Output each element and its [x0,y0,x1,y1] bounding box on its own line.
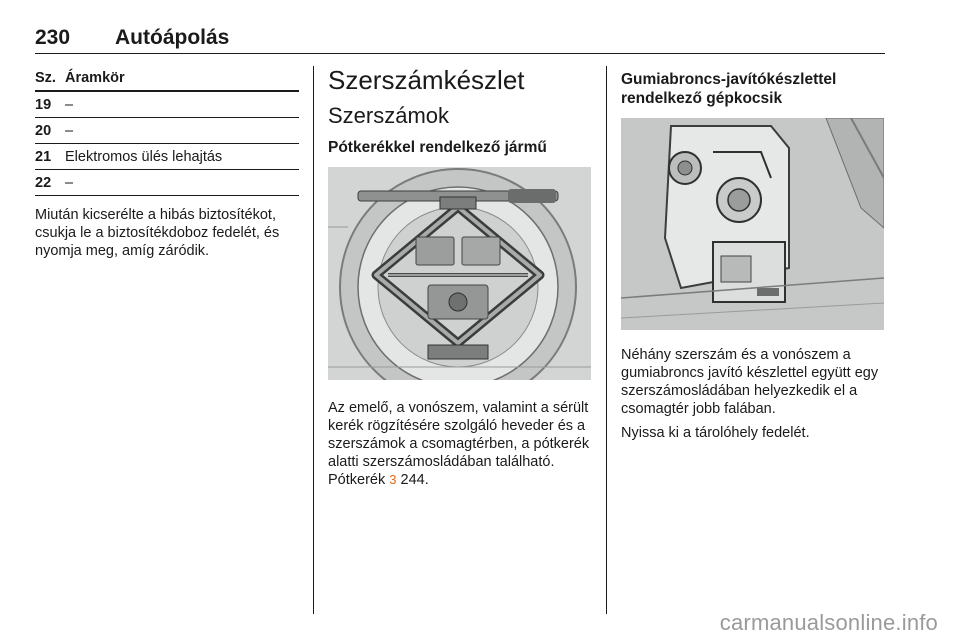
chapter-title: Autóápolás [115,26,230,49]
fuse-closing-paragraph: Miután kicserélte a hibás biztosítékot, csukja le a biztosítékdoboz fedelét, és nyomja meg, amíg záródik. [35,207,280,259]
column-divider [313,66,314,614]
page-reference-number: 244. [400,472,429,488]
col-header-number: Sz. [35,70,56,86]
fuse-circuit: – [65,122,74,139]
fuse-number: 22 [35,174,52,191]
section-title: Szerszámkészlet [328,65,525,95]
spare-wheel-text: Az emelő, a vonószem, valamint a sérült kerék rögzítésére szolgáló heveder és a szerszámok a csomagtérben, a pótkerék alatti szerszámosládában található. [328,400,590,470]
watermark: carmanualsonline.info [719,610,938,635]
repair-kit-heading: Gumiabroncs-javítókészlettel rendelkező gépkocsik [621,71,837,107]
fuse-circuit: – [65,96,74,113]
fuse-table-header [35,66,299,92]
table-row [35,92,299,118]
jack-toolkit-illustration [328,167,591,380]
open-cover-instruction: Nyissa ki a tárolóhely fedelét. [621,425,810,441]
page-number: 230 [35,26,71,49]
col-header-circuit: Áramkör [65,70,125,86]
column-right [621,66,887,442]
fuse-number: 20 [35,122,52,139]
spare-wheel-paragraph [328,399,593,489]
column-middle [328,66,593,489]
column-divider [606,66,607,614]
page-reference-arrow: 3 [389,472,397,487]
column-left [35,66,301,260]
trunk-storage-illustration [621,118,884,330]
fuse-circuit: – [65,174,74,191]
table-row [35,144,299,170]
section-subtitle: Szerszámok [328,103,450,128]
spare-wheel-heading: Pótkerékkel rendelkező jármű [328,139,547,156]
page-header [35,24,885,54]
table-row [35,118,299,144]
fuse-circuit: Elektromos ülés lehajtás [65,148,223,165]
table-row [35,170,299,196]
page-reference-label: Pótkerék [328,472,386,488]
fuse-table [35,66,299,196]
repair-kit-paragraph: Néhány szerszám és a vonószem a gumiabroncs javító készlettel együtt egy szerszámosládában helyezkedik el a csomagtér jobb falában. [621,347,879,417]
fuse-number: 19 [35,96,52,113]
fuse-number: 21 [35,148,52,165]
